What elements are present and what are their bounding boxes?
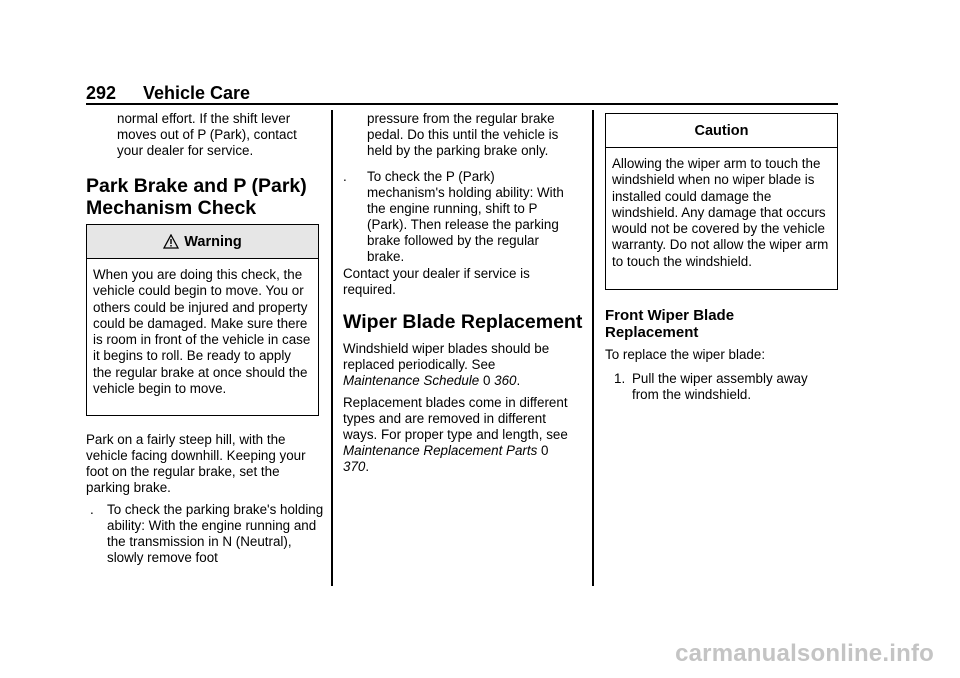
maintenance-parts-link[interactable]: Maintenance Replacement Parts — [343, 443, 538, 458]
column-divider-left — [331, 110, 333, 586]
front-wiper-heading: Front Wiper Blade Replacement — [605, 307, 735, 341]
page-number: 292 — [86, 83, 117, 103]
warning-triangle-icon — [163, 234, 179, 249]
wiper-heading: Wiper Blade Replacement — [343, 311, 583, 333]
middle-continuation: pressure from the regular brake pedal. Do this until the vehicle is held by the parking brake only. — [367, 111, 559, 158]
middle-para3: Replacement blades come in different types and are removed in different ways. For proper type and length, see Maintenance Replacement Parts 0 370. — [343, 395, 568, 474]
caution-body: Allowing the wiper arm to touch the windshield when no wiper blade is installed could damage the windshield. Any damage that occurs would not be covered by the vehicle warranty. Do not allow the wiper arm to touch the windshield. — [612, 156, 829, 269]
warning-title: Warning — [184, 233, 242, 250]
left-bullet: . To check the parking brake's holding ability: With the engine running and the transmission in N (Neutral), slowly remove foot — [90, 502, 324, 565]
left-intro: normal effort. If the shift lever moves out of P (Park), contact your dealer for service. — [117, 111, 297, 158]
watermark: carmanualsonline.info — [675, 640, 934, 667]
right-para: To replace the wiper blade: — [605, 347, 766, 362]
middle-contact-para: Contact your dealer if service is required. — [343, 266, 530, 297]
page-header — [86, 83, 250, 104]
bullet-marker: . — [343, 169, 347, 184]
page-ref-arrow-icon: 0 — [482, 373, 491, 388]
middle-bullet: . To check the P (Park) mechanism's holding ability: With the engine running, shift to P (Park). Then release the parking brake followed by the regular brake. — [343, 169, 564, 264]
caution-header — [606, 114, 837, 148]
bullet-marker: . — [90, 502, 94, 517]
caution-box — [605, 113, 838, 290]
page-ref-arrow-icon: 0 — [541, 443, 549, 458]
middle-para2: Windshield wiper blades should be replaced periodically. See Maintenance Schedule 0 360. — [343, 341, 550, 388]
page-ref[interactable]: 370 — [343, 459, 366, 474]
page-ref[interactable]: 360 — [494, 373, 517, 388]
right-step: 1. Pull the wiper assembly away from the windshield. — [614, 371, 808, 402]
caution-title: Caution — [694, 122, 749, 139]
warning-body: When you are doing this check, the vehicle could begin to move. You or others could be injured and property could be damaged. Make sure there is room in front of the vehicle in case it begins to roll. Be ready to apply the regular brake at once should the vehicle begin to move. — [93, 267, 311, 397]
maintenance-schedule-link[interactable]: Maintenance Schedule — [343, 373, 480, 388]
step-number: 1. — [614, 371, 626, 386]
park-brake-heading: Park Brake and P (Park) Mechanism Check — [86, 175, 307, 219]
left-para: Park on a fairly steep hill, with the vehicle facing downhill. Keeping your foot on the regular brake, set the parking brake. — [86, 432, 306, 495]
column-divider-right — [592, 110, 594, 586]
warning-box — [86, 224, 319, 416]
warning-header — [87, 225, 318, 259]
section-title: Vehicle Care — [143, 83, 251, 103]
header-rule — [86, 103, 838, 105]
